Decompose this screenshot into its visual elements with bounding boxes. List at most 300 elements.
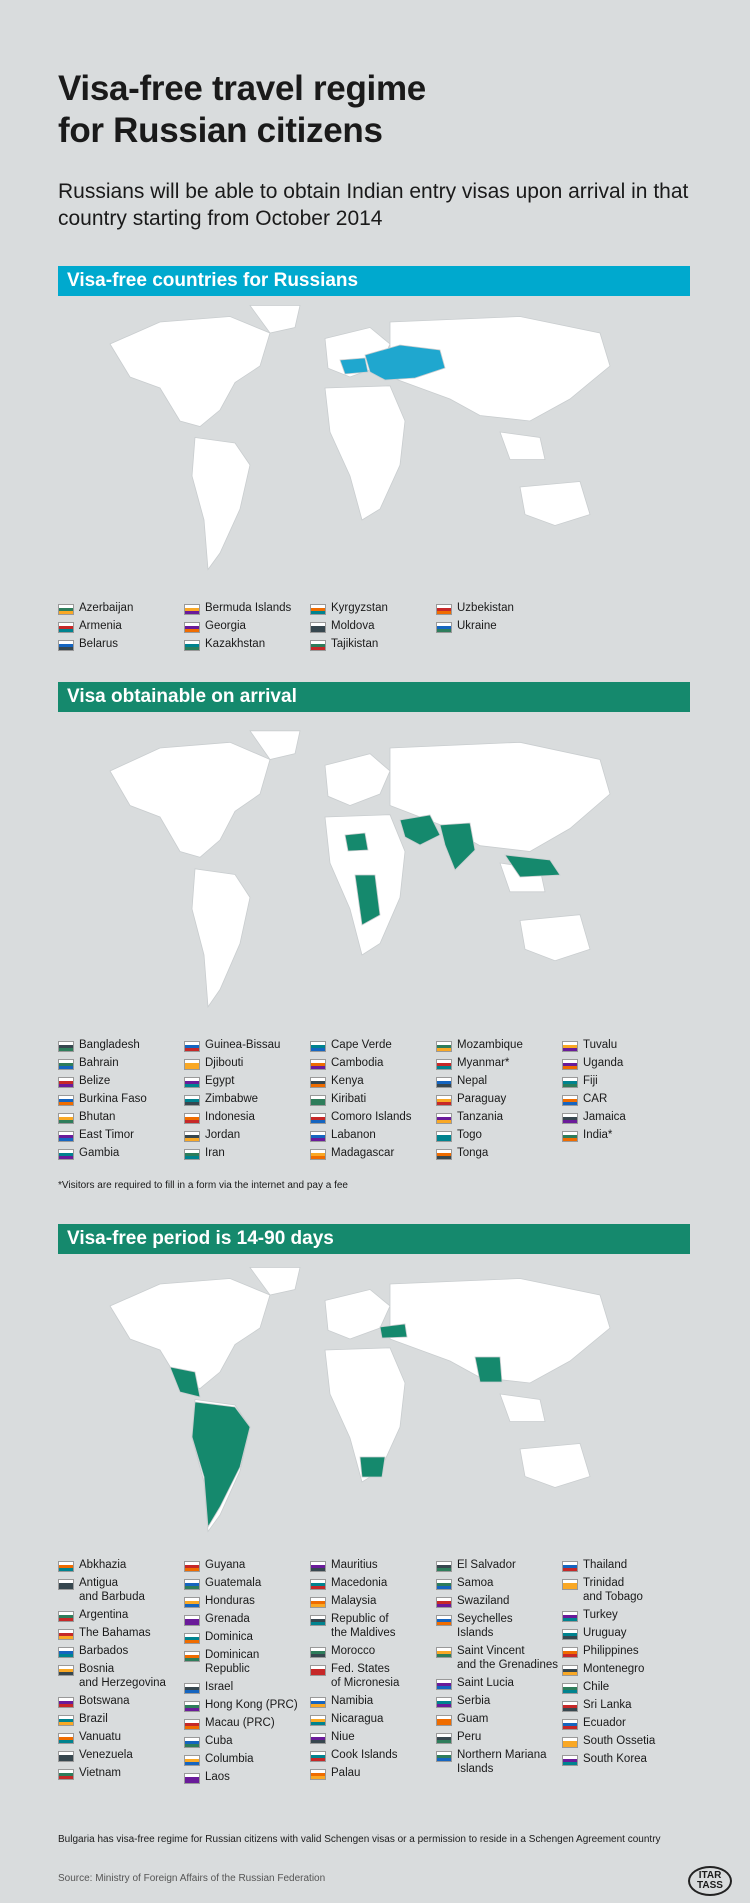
legend-country: [58, 1694, 166, 1708]
country-name: Bhutan: [79, 1111, 116, 1123]
flag-icon: [310, 1751, 326, 1762]
country-name-line2: the Maldives: [331, 1627, 396, 1639]
legend-country: [310, 1128, 412, 1142]
country-name-line2: and the Grenadines: [457, 1659, 559, 1671]
country-name: Vietnam: [79, 1767, 121, 1779]
legend-country: [310, 1146, 412, 1160]
flag-icon: [58, 1077, 74, 1088]
legend-country: [436, 1110, 523, 1124]
australia-shape: [520, 482, 590, 526]
legend-country: [58, 601, 133, 615]
country-name: Kenya: [331, 1075, 364, 1087]
country-name: Tonga: [457, 1147, 489, 1159]
legend-visa-free: [58, 601, 698, 661]
flag-icon: [184, 1149, 200, 1160]
flag-icon: [436, 1615, 452, 1626]
legend-visa-free-period: [58, 1558, 698, 1798]
legend-country: [562, 1576, 655, 1604]
flag-icon: [184, 1579, 200, 1590]
legend-country: [310, 1038, 412, 1052]
country-name: Saint Vincent: [457, 1645, 525, 1657]
legend-country: [310, 1576, 399, 1590]
legend-country: [184, 1716, 298, 1730]
legend-country: [436, 1146, 523, 1160]
country-name: Botswana: [79, 1695, 130, 1707]
country-name: Georgia: [205, 620, 246, 632]
flag-icon: [184, 1113, 200, 1124]
legend-country: [562, 1056, 626, 1070]
country-name: Ukraine: [457, 620, 497, 632]
legend-country: [58, 637, 133, 651]
country-name: Bangladesh: [79, 1039, 140, 1051]
legend-country: [436, 1748, 558, 1776]
country-name-line2: of Micronesia: [331, 1677, 400, 1689]
legend-country: [184, 1146, 280, 1160]
flag-icon: [58, 1149, 74, 1160]
flag-icon: [310, 1131, 326, 1142]
legend-country: [310, 1594, 399, 1608]
country-name: Swaziland: [457, 1595, 510, 1607]
legend-country: [436, 1694, 558, 1708]
flag-icon: [58, 1733, 74, 1744]
flag-icon: [58, 1095, 74, 1106]
country-name: Malaysia: [331, 1595, 377, 1607]
flag-icon: [436, 1733, 452, 1744]
country-name-line2: Republic: [205, 1663, 250, 1675]
country-name: Mauritius: [331, 1559, 378, 1571]
flag-icon: [310, 1597, 326, 1608]
section-header-visa-on-arrival: Visa obtainable on arrival: [58, 682, 690, 712]
legend-country: [58, 1092, 147, 1106]
country-name: South Korea: [583, 1753, 647, 1765]
flag-icon: [436, 1113, 452, 1124]
country-name: Argentina: [79, 1609, 129, 1621]
country-name: Chile: [583, 1681, 610, 1693]
country-name-line2: Islands: [457, 1627, 494, 1639]
flag-icon: [184, 604, 200, 615]
flag-icon: [310, 1059, 326, 1070]
country-name: Saint Lucia: [457, 1677, 514, 1689]
legend-country: [310, 601, 388, 615]
legend-country: [310, 1074, 412, 1088]
legend-column: [58, 1038, 147, 1164]
flag-icon: [436, 604, 452, 615]
country-name: Zimbabwe: [205, 1093, 259, 1105]
legend-column: [58, 1558, 166, 1784]
legend-country: [184, 1630, 298, 1644]
flag-icon: [310, 1769, 326, 1780]
legend-country: [310, 1694, 399, 1708]
world-map-visa-free-period: [100, 1262, 640, 1542]
legend-country: [436, 1730, 558, 1744]
country-name-line2: and Herzegovina: [79, 1677, 166, 1689]
country-name: Barbados: [79, 1645, 129, 1657]
legend-country: [184, 601, 291, 615]
flag-icon: [310, 640, 326, 651]
south-america-shape: [192, 869, 250, 1007]
legend-country: [562, 1626, 655, 1640]
country-name: Egypt: [205, 1075, 235, 1087]
legend-country: [436, 1128, 523, 1142]
country-name: Ecuador: [583, 1717, 626, 1729]
legend-country: [184, 1056, 280, 1070]
flag-icon: [184, 1059, 200, 1070]
country-name: Israel: [205, 1681, 234, 1693]
country-name: Laos: [205, 1771, 230, 1783]
country-name: Honduras: [205, 1595, 255, 1607]
flag-icon: [58, 1647, 74, 1658]
flag-icon: [58, 1579, 74, 1590]
country-name: Belarus: [79, 638, 118, 650]
legend-country: [310, 1748, 399, 1762]
legend-country: [184, 1128, 280, 1142]
flag-icon: [184, 1701, 200, 1712]
flag-icon: [58, 604, 74, 615]
legend-country: [58, 1748, 166, 1762]
legend-country: [436, 1558, 558, 1572]
country-name-line2: Islands: [457, 1763, 494, 1775]
country-name: Gambia: [79, 1147, 120, 1159]
flag-icon: [436, 1149, 452, 1160]
legend-country: [562, 1110, 626, 1124]
legend-country: [562, 1698, 655, 1712]
country-name: Cook Islands: [331, 1749, 398, 1761]
flag-icon: [562, 1059, 578, 1070]
country-name: Myanmar*: [457, 1057, 510, 1069]
flag-icon: [184, 1651, 200, 1662]
legend-country: [436, 619, 514, 633]
title-line-1: Visa-free travel regime: [58, 69, 426, 108]
country-name: Guatemala: [205, 1577, 262, 1589]
legend-country: [310, 1612, 399, 1640]
highlight-turkey: [380, 1324, 407, 1338]
flag-icon: [310, 1113, 326, 1124]
country-name: Venezuela: [79, 1749, 133, 1761]
country-name: Comoro Islands: [331, 1111, 412, 1123]
country-name: Palau: [331, 1767, 361, 1779]
country-name: Vanuatu: [79, 1731, 121, 1743]
legend-country: [436, 1092, 523, 1106]
country-name: Tuvalu: [583, 1039, 618, 1051]
legend-column: [310, 601, 388, 655]
legend-country: [562, 1716, 655, 1730]
flag-icon: [436, 1679, 452, 1690]
flag-icon: [58, 1561, 74, 1572]
legend-country: [562, 1680, 655, 1694]
legend-column: [310, 1038, 412, 1164]
legend-country: [310, 637, 388, 651]
flag-icon: [58, 1113, 74, 1124]
legend-column: [184, 1558, 298, 1788]
legend-country: [562, 1608, 655, 1622]
legend-country: [58, 1110, 147, 1124]
legend-country: [436, 1594, 558, 1608]
flag-icon: [562, 1095, 578, 1106]
legend-country: [58, 1576, 166, 1604]
legend-country: [184, 619, 291, 633]
country-name: Guam: [457, 1713, 489, 1725]
legend-country: [58, 1626, 166, 1640]
country-name: Tajikistan: [331, 638, 379, 650]
country-name: Uruguay: [583, 1627, 627, 1639]
south-america-shape: [192, 438, 250, 570]
country-name: Tanzania: [457, 1111, 504, 1123]
legend-country: [184, 1038, 280, 1052]
legend-country: [58, 1712, 166, 1726]
country-name: Thailand: [583, 1559, 628, 1571]
visa-on-arrival-footnote: *Visitors are required to fill in a form via the internet and pay a fee: [58, 1180, 348, 1191]
legend-country: [562, 1644, 655, 1658]
legend-country: [436, 1676, 558, 1690]
legend-country: [436, 1074, 523, 1088]
legend-country: [562, 1092, 626, 1106]
flag-icon: [310, 604, 326, 615]
country-name: Namibia: [331, 1695, 374, 1707]
flag-icon: [184, 1773, 200, 1784]
flag-icon: [310, 1715, 326, 1726]
legend-country: [436, 1576, 558, 1590]
legend-country: [58, 1558, 166, 1572]
legend-column: [562, 1038, 626, 1146]
legend-country: [184, 637, 291, 651]
legend-column: [184, 1038, 280, 1164]
country-name: Uzbekistan: [457, 602, 514, 614]
country-name: Guyana: [205, 1559, 246, 1571]
country-name: Iran: [205, 1147, 225, 1159]
country-name: India*: [583, 1129, 613, 1141]
legend-country: [58, 1146, 147, 1160]
country-name: Togo: [457, 1129, 482, 1141]
legend-country: [310, 1558, 399, 1572]
country-name: Samoa: [457, 1577, 494, 1589]
legend-country: [184, 1698, 298, 1712]
infographic-title: [58, 68, 698, 152]
flag-icon: [436, 1751, 452, 1762]
section-header-visa-free: Visa-free countries for Russians: [58, 266, 690, 296]
country-name: Moldova: [331, 620, 375, 632]
country-name: Fed. States: [331, 1663, 390, 1675]
country-name-line2: and Tobago: [583, 1591, 643, 1603]
country-name: Bahrain: [79, 1057, 119, 1069]
flag-icon: [58, 622, 74, 633]
legend-country: [184, 1752, 298, 1766]
flag-icon: [184, 1615, 200, 1626]
flag-icon: [436, 1059, 452, 1070]
legend-country: [58, 1644, 166, 1658]
legend-country: [184, 1734, 298, 1748]
legend-country: [184, 1612, 298, 1626]
flag-icon: [58, 1611, 74, 1622]
country-name: The Bahamas: [79, 1627, 151, 1639]
country-name: Paraguay: [457, 1093, 507, 1105]
flag-icon: [436, 1041, 452, 1052]
country-name: Guinea-Bissau: [205, 1039, 281, 1051]
flag-icon: [436, 1579, 452, 1590]
flag-icon: [184, 1683, 200, 1694]
legend-country: [58, 1730, 166, 1744]
legend-country: [562, 1734, 655, 1748]
flag-icon: [310, 1665, 326, 1676]
legend-country: [184, 1576, 298, 1590]
flag-icon: [562, 1737, 578, 1748]
country-name: Trinidad: [583, 1577, 625, 1589]
country-name: Macau (PRC): [205, 1717, 275, 1729]
legend-country: [58, 619, 133, 633]
country-name: Nepal: [457, 1075, 488, 1087]
legend-country: [58, 1056, 147, 1070]
flag-icon: [562, 1041, 578, 1052]
country-name: Azerbaijan: [79, 602, 134, 614]
flag-icon: [310, 1095, 326, 1106]
country-name: Republic of: [331, 1613, 389, 1625]
country-name: Jordan: [205, 1129, 241, 1141]
flag-icon: [562, 1629, 578, 1640]
flag-icon: [184, 622, 200, 633]
flag-icon: [184, 1131, 200, 1142]
flag-icon: [58, 1629, 74, 1640]
australia-shape: [520, 915, 590, 961]
legend-country: [310, 1644, 399, 1658]
flag-icon: [310, 1077, 326, 1088]
country-name: Belize: [79, 1075, 111, 1087]
country-name: Cambodia: [331, 1057, 384, 1069]
highlight-southeast-asia: [475, 1357, 502, 1382]
flag-icon: [436, 1561, 452, 1572]
legend-country: [184, 1594, 298, 1608]
legend-column: [184, 601, 291, 655]
country-name: Hong Kong (PRC): [205, 1699, 298, 1711]
country-name: Fiji: [583, 1075, 598, 1087]
legend-country: [58, 1074, 147, 1088]
legend-country: [184, 1648, 298, 1676]
flag-icon: [58, 1131, 74, 1142]
country-name: Macedonia: [331, 1577, 388, 1589]
legend-country: [58, 1128, 147, 1142]
legend-country: [184, 1770, 298, 1784]
flag-icon: [310, 1041, 326, 1052]
logo-line-1: ITAR: [698, 1870, 722, 1881]
australia-shape: [520, 1444, 590, 1488]
flag-icon: [436, 1077, 452, 1088]
country-name: Nicaragua: [331, 1713, 384, 1725]
north-america-shape: [110, 742, 270, 857]
flag-icon: [58, 1665, 74, 1676]
flag-icon: [436, 1697, 452, 1708]
flag-icon: [184, 1633, 200, 1644]
flag-icon: [184, 1597, 200, 1608]
flag-icon: [310, 1615, 326, 1626]
country-name: Bosnia: [79, 1663, 115, 1675]
country-name: Indonesia: [205, 1111, 255, 1123]
flag-icon: [184, 1737, 200, 1748]
legend-country: [310, 619, 388, 633]
flag-icon: [184, 1755, 200, 1766]
country-name: Mozambique: [457, 1039, 523, 1051]
flag-icon: [562, 1131, 578, 1142]
legend-country: [184, 1092, 280, 1106]
country-name: Columbia: [205, 1753, 254, 1765]
country-name: Cape Verde: [331, 1039, 392, 1051]
legend-column: [310, 1558, 399, 1784]
north-america-shape: [110, 317, 270, 427]
country-name: Jamaica: [583, 1111, 626, 1123]
flag-icon: [58, 1769, 74, 1780]
flag-icon: [58, 1697, 74, 1708]
highlight-india: [440, 823, 475, 870]
itar-tass-logo: [688, 1866, 732, 1896]
country-name: Madagascar: [331, 1147, 395, 1159]
flag-icon: [562, 1077, 578, 1088]
flag-icon: [436, 1095, 452, 1106]
country-name: Northern Mariana: [457, 1749, 547, 1761]
flag-icon: [184, 1041, 200, 1052]
flag-icon: [562, 1579, 578, 1590]
flag-icon: [562, 1719, 578, 1730]
legend-country: [58, 1662, 166, 1690]
flag-icon: [562, 1701, 578, 1712]
country-name: Abkhazia: [79, 1559, 127, 1571]
maritime-asia-shape: [500, 432, 545, 460]
legend-column: [436, 1038, 523, 1164]
country-name: East Timor: [79, 1129, 134, 1141]
europe-shape: [325, 1290, 390, 1340]
country-name: CAR: [583, 1093, 608, 1105]
flag-icon: [562, 1113, 578, 1124]
legend-country: [436, 1038, 523, 1052]
africa-shape: [325, 386, 405, 520]
section-header-visa-free-period: Visa-free period is 14-90 days: [58, 1224, 690, 1254]
country-name: Kiribati: [331, 1093, 367, 1105]
world-map-visa-on-arrival: [100, 725, 640, 1025]
flag-icon: [58, 1059, 74, 1070]
legend-country: [562, 1128, 626, 1142]
flag-icon: [184, 1095, 200, 1106]
legend-country: [436, 1644, 558, 1672]
flag-icon: [562, 1647, 578, 1658]
world-map-visa-free: [100, 300, 640, 580]
country-name: Dominica: [205, 1631, 253, 1643]
legend-country: [310, 1056, 412, 1070]
flag-icon: [310, 622, 326, 633]
country-name: Turkey: [583, 1609, 618, 1621]
country-name: Seychelles: [457, 1613, 513, 1625]
flag-icon: [310, 1579, 326, 1590]
legend-visa-on-arrival: [58, 1038, 698, 1158]
legend-country: [184, 1680, 298, 1694]
country-name: Brazil: [79, 1713, 108, 1725]
flag-icon: [436, 1131, 452, 1142]
logo-line-2: TASS: [697, 1880, 723, 1891]
legend-column: [436, 601, 514, 637]
legend-country: [58, 1608, 166, 1622]
country-name: Niue: [331, 1731, 355, 1743]
country-name: Kyrgyzstan: [331, 602, 388, 614]
highlight-southern-africa: [360, 1457, 385, 1477]
legend-country: [436, 601, 514, 615]
legend-country: [562, 1752, 655, 1766]
flag-icon: [184, 1561, 200, 1572]
legend-country: [310, 1712, 399, 1726]
country-name: Labanon: [331, 1129, 376, 1141]
bulgaria-note: Bulgaria has visa-free regime for Russian citizens with valid Schengen visas or a permission to reside in a Schengen Agreement country: [58, 1834, 661, 1845]
country-name-line2: and Barbuda: [79, 1591, 145, 1603]
country-name: Dominican: [205, 1649, 260, 1661]
country-name: Uganda: [583, 1057, 624, 1069]
flag-icon: [310, 1561, 326, 1572]
flag-icon: [184, 640, 200, 651]
highlight-ukraine: [340, 358, 368, 374]
country-name: El Salvador: [457, 1559, 516, 1571]
